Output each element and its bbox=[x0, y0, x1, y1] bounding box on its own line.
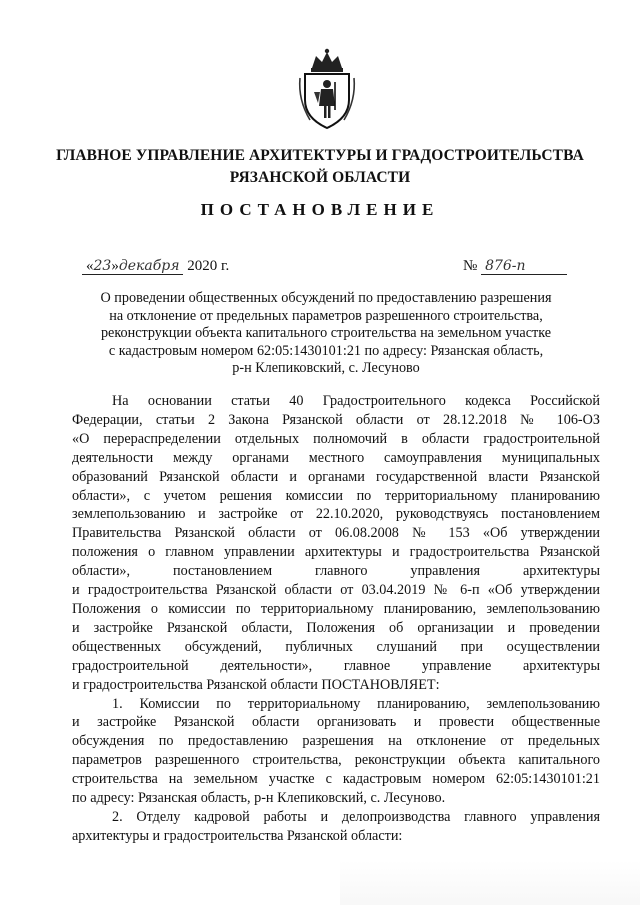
body-line: образований Рязанской области и органами государственной власти Рязанской bbox=[72, 468, 600, 485]
body-line: области», постановлением главного управления архитектуры bbox=[72, 563, 600, 580]
body-line: и застройке Рязанской области, Положения об организации и проведении bbox=[72, 619, 600, 636]
document-number bbox=[463, 258, 567, 275]
org-title-line1: ГЛАВНОЕ УПРАВЛЕНИЕ АРХИТЕКТУРЫ И ГРАДОСТРОИТЕЛЬСТВА bbox=[56, 147, 584, 164]
subject-line: р-н Клепиковский, с. Лесуново bbox=[232, 360, 420, 377]
body-line: обсуждения по предоставлению разрешения на отклонение от предельных bbox=[72, 733, 600, 750]
body-line: землепользованию и застройке от 22.10.2020, руководствуясь постановлением bbox=[72, 506, 600, 523]
body-line: На основании статьи 40 Градостроительного кодекса Российской bbox=[112, 393, 600, 409]
body-line: 2. Отделу кадровой работы и делопроизводства главного управления bbox=[112, 808, 600, 825]
date-close-quote: » bbox=[111, 258, 119, 274]
subject-line: реконструкции объекта капитального строительства на земельном участке bbox=[100, 325, 552, 342]
scan-shading bbox=[340, 860, 640, 905]
document-body bbox=[72, 392, 600, 846]
body-line: и градостроительства Рязанской области от 03.04.2019 № 6-п «Об утверждении bbox=[72, 582, 600, 599]
body-line: параметров разрешенного строительства, реконструкции объекта капитального bbox=[72, 752, 600, 769]
body-line: и застройке Рязанской области организовать и провести общественные bbox=[72, 714, 600, 731]
body-line: Федерации, статьи 2 Закона Рязанской области от 28.12.2018 № 106-ОЗ bbox=[72, 411, 600, 428]
body-line: строительства на земельном участке с кадастровым номером 62:05:1430101:21 bbox=[72, 771, 600, 788]
date-day: 23 bbox=[93, 258, 112, 274]
body-line: общественных обсуждений, публичных слушаний при осуществлении bbox=[72, 638, 600, 655]
date-month: декабря bbox=[118, 258, 180, 274]
document-subject bbox=[62, 290, 590, 378]
date-year: 2020 г. bbox=[187, 258, 230, 274]
number-value: 876-п bbox=[481, 259, 567, 275]
number-prefix: № bbox=[463, 258, 478, 274]
document-type-title: ПОСТАНОВЛЕНИЕ bbox=[200, 200, 440, 219]
date-open-quote: « bbox=[86, 258, 94, 274]
body-line: положения о главном управлении архитектуры и градостроительства Рязанской bbox=[72, 544, 600, 561]
subject-line: с кадастровым номером 62:05:1430101:21 по адресу: Рязанская область, bbox=[108, 342, 544, 359]
subject-line: на отклонение от предельных параметров разрешенного строительства, bbox=[109, 307, 543, 324]
body-line: архитектуры и градостроительства Рязанской области: bbox=[72, 827, 403, 844]
body-line: градостроительной деятельности», главное управление архитектуры bbox=[72, 657, 600, 674]
body-line: области», с учетом решения комиссии по территориальному планированию bbox=[72, 487, 600, 504]
org-title-line2: РЯЗАНСКОЙ ОБЛАСТИ bbox=[229, 169, 411, 186]
body-line: по адресу: Рязанская область, р-н Клепиковский, с. Лесуново. bbox=[72, 790, 446, 807]
body-line: и градостроительства Рязанской области ПОСТАНОВЛЯЕТ: bbox=[72, 676, 440, 693]
subject-line: О проведении общественных обсуждений по предоставлению разрешения bbox=[100, 290, 552, 306]
body-line: Положения о комиссии по территориальному планированию, землепользованию bbox=[72, 600, 600, 617]
body-line: 1. Комиссии по территориальному планированию, землепользованию bbox=[112, 695, 600, 712]
body-line: деятельности между органами местного самоуправления муниципальных bbox=[72, 449, 600, 466]
body-line: Правительства Рязанской области от 06.08.2008 № 153 «Об утверждении bbox=[72, 525, 600, 542]
body-line: «О перераспределении отдельных полномочий в области градостроительной bbox=[72, 430, 600, 447]
ryazan-oblast-coat-of-arms-icon bbox=[296, 48, 358, 130]
document-date bbox=[82, 258, 229, 275]
